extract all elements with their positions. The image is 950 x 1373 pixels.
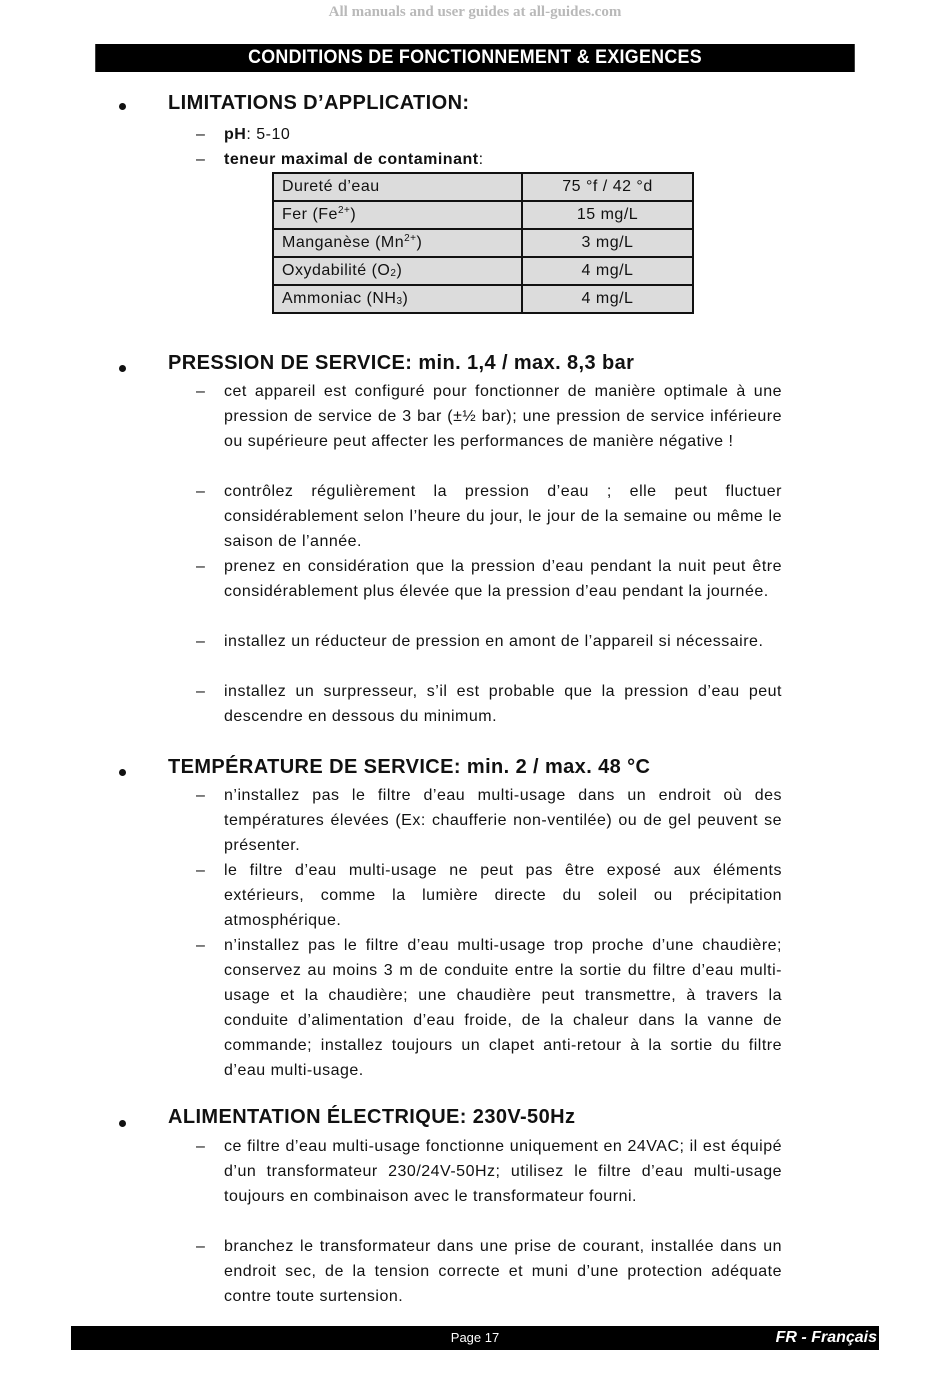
- dash-icon: –: [196, 1138, 205, 1155]
- table-row: [273, 173, 693, 201]
- section-heading-pressure: PRESSION DE SERVICE: min. 1,4 / max. 8,3 bar: [168, 352, 635, 374]
- dash-icon: –: [196, 151, 205, 168]
- section-heading-temperature: TEMPÉRATURE DE SERVICE: min. 2 / max. 48 °C: [168, 756, 651, 778]
- language-label: FR - Français: [775, 1329, 877, 1346]
- bullet-icon: [119, 365, 126, 372]
- table-cell: 4 mg/L: [522, 285, 693, 313]
- dash-icon: –: [196, 633, 205, 650]
- bullet-icon: [119, 103, 126, 110]
- table-row: [273, 285, 693, 313]
- dash-icon: –: [196, 862, 205, 879]
- table-cell: 4 mg/L: [522, 257, 693, 285]
- dash-icon: –: [196, 558, 205, 575]
- dash-icon: –: [196, 383, 205, 400]
- table-row: [273, 201, 693, 229]
- table-cell: Oxydabilité $(O_2)$: [273, 257, 522, 285]
- footer-bar: [71, 1326, 879, 1350]
- contaminant-table: [272, 172, 694, 314]
- table-cell: Fer $(Fe^{2+})$: [273, 201, 522, 229]
- bullet-icon: [119, 1120, 126, 1127]
- table-cell: 15 mg/L: [522, 201, 693, 229]
- dash-icon: –: [196, 937, 205, 954]
- ph-label: pH: [224, 126, 247, 143]
- watermark: All manuals and user guides at all-guides.com: [328, 4, 622, 20]
- table-cell: Manganèse $(Mn^{2+})$: [273, 229, 522, 257]
- table-row: [273, 257, 693, 285]
- dash-icon: –: [196, 483, 205, 500]
- table-cell: 75 °f / 42 °d: [522, 173, 693, 201]
- dash-icon: –: [196, 126, 205, 143]
- ph-value: : 5-10: [246, 126, 291, 143]
- dash-icon: –: [196, 683, 205, 700]
- page-number: Page 17: [450, 1330, 500, 1345]
- dash-icon: –: [196, 787, 205, 804]
- dash-icon: –: [196, 1238, 205, 1255]
- table-cell: Dureté d’eau: [273, 173, 522, 201]
- table-row: [273, 229, 693, 257]
- bullet-icon: [119, 769, 126, 776]
- table-cell: Ammoniac $(NH_3)$: [273, 285, 522, 313]
- section-heading-application: LIMITATIONS D’APPLICATION:: [168, 92, 470, 114]
- contaminant-label: teneur maximal de contaminant: [224, 151, 479, 168]
- section-heading-electrical: ALIMENTATION ÉLECTRIQUE: 230V-50Hz: [168, 1106, 576, 1128]
- table-cell: 3 mg/L: [522, 229, 693, 257]
- page-title: CONDITIONS DE FONCTIONNEMENT & EXIGENCES: [95, 44, 855, 72]
